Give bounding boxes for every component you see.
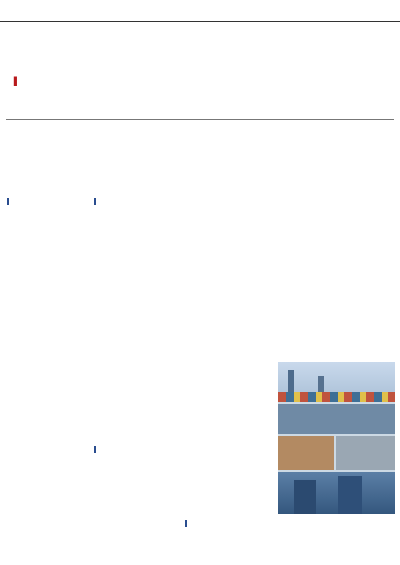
photo-workers — [278, 404, 395, 434]
section-title-3 — [94, 446, 98, 453]
masthead — [0, 0, 400, 22]
officer-shape — [294, 480, 316, 514]
news-photo — [278, 362, 395, 514]
column-tag — [7, 125, 13, 134]
section-title-1 — [7, 198, 11, 205]
officer-shape — [338, 476, 362, 514]
photo-inspection — [336, 436, 395, 470]
section-divider — [6, 119, 394, 120]
intro-label — [7, 78, 27, 86]
intro-mark-icon: ▌ — [13, 77, 21, 86]
section-title-4 — [185, 520, 189, 527]
photo-goods — [278, 436, 334, 470]
section-title-2 — [94, 198, 98, 205]
containers-shape — [278, 392, 395, 402]
